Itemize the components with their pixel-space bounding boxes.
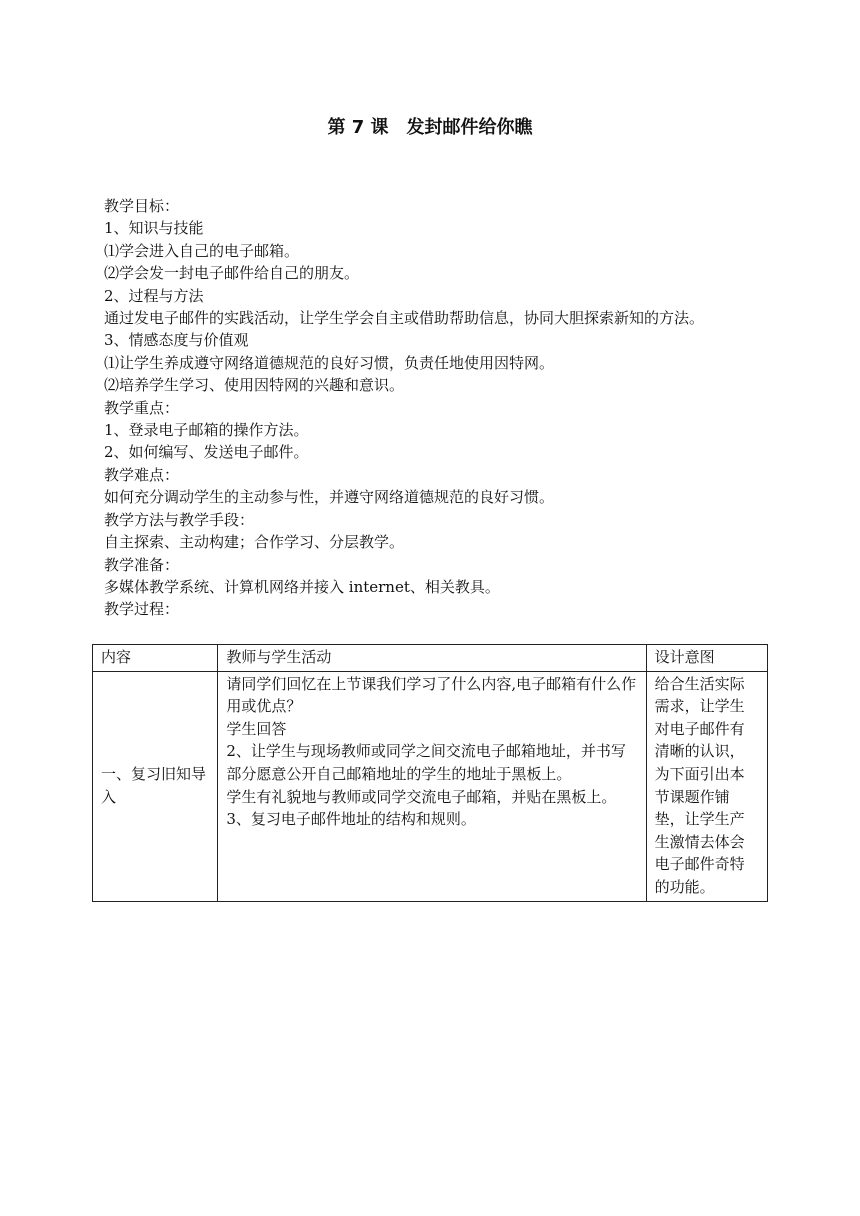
key-point-1: 1、登录电子邮箱的操作方法。 <box>104 421 309 440</box>
page-title: 第 7 课 发封邮件给你瞧 <box>327 117 533 138</box>
process-heading: 2、过程与方法 <box>104 286 204 305</box>
header-content: 内容 <box>93 645 218 672</box>
attitude-item-1: ⑴让学生养成遵守网络道德规范的良好习惯，负责任地使用因特网。 <box>104 353 555 372</box>
knowledge-item-1: ⑴学会进入自己的电子邮箱。 <box>104 241 300 260</box>
activity-line: 请同学们回忆在上节课我们学习了什么内容,电子邮箱有什么作用或优点？ <box>226 674 637 716</box>
table-row <box>93 671 768 901</box>
methods-text: 自主探索、主动构建；合作学习、分层教学。 <box>104 533 405 552</box>
attitude-item-2: ⑵培养学生学习、使用因特网的兴趣和意识。 <box>104 376 405 395</box>
activity-line: 学生有礼貌地与教师或同学交流电子邮箱，并贴在黑板上。 <box>226 787 617 806</box>
process-text: 通过发电子邮件的实践活动，让学生学会自主或借助帮助信息，协同大胆探索新知的方法。 <box>104 309 705 328</box>
lesson-plan-body <box>104 195 764 621</box>
key-point-2: 2、如何编写、发送电子邮件。 <box>104 443 309 462</box>
preparation-heading: 教学准备： <box>104 555 180 574</box>
row-activities-cell <box>218 671 646 901</box>
activity-line: 3、复习电子邮件地址的结构和规则。 <box>226 810 476 829</box>
preparation-text: 多媒体教学系统、计算机网络并接入 internet、相关教具。 <box>104 577 500 596</box>
difficulty-text: 如何充分调动学生的主动参与性，并遵守网络道德规范的良好习惯。 <box>104 488 555 507</box>
difficulty-heading: 教学难点： <box>104 465 180 484</box>
row-intent-cell: 给合生活实际需求，让学生对电子邮件有清晰的认识，为下面引出本节课题作铺垫，让学生产生激情去体会电子邮件奇特的功能。 <box>646 671 767 901</box>
attitude-heading: 3、情感态度与价值观 <box>104 331 249 350</box>
key-points-heading: 教学重点： <box>104 398 180 417</box>
header-activities: 教师与学生活动 <box>218 645 646 672</box>
methods-heading: 教学方法与教学手段： <box>104 510 255 529</box>
table-header-row <box>93 645 768 672</box>
objectives-heading: 教学目标： <box>104 197 180 215</box>
activity-line: 学生回答 <box>226 719 287 738</box>
row-content-cell: 一、复习旧知导入 <box>93 671 218 901</box>
procedure-heading: 教学过程： <box>104 600 180 619</box>
teaching-process-table <box>92 644 768 902</box>
activity-line: 2、让学生与现场教师或同学之间交流电子邮箱地址，并书写部分愿意公开自己邮箱地址的学生的地址于黑板上。 <box>226 742 626 783</box>
header-intent: 设计意图 <box>646 645 767 672</box>
knowledge-heading: 1、知识与技能 <box>104 219 204 238</box>
knowledge-item-2: ⑵学会发一封电子邮件给自己的朋友。 <box>104 264 360 283</box>
